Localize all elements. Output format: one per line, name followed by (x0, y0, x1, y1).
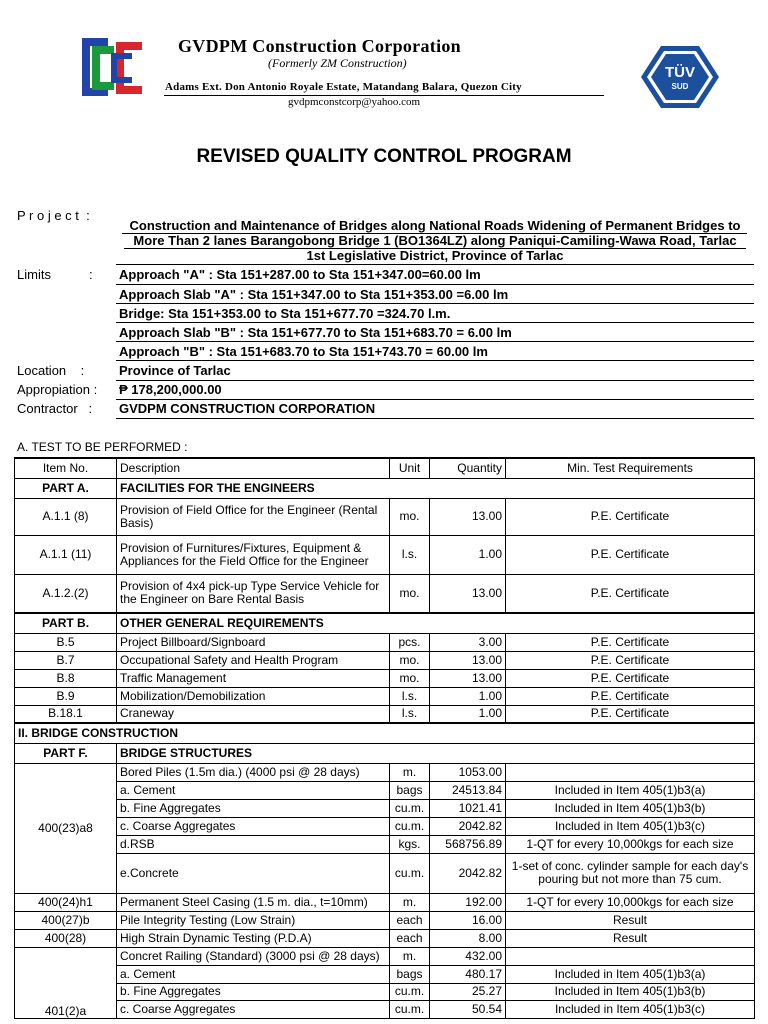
part-f-row (15, 743, 755, 763)
table-row (15, 651, 755, 669)
description: High Strain Dynamic Testing (P.D.A) (117, 929, 390, 947)
part-f-item: PART F. (15, 743, 117, 763)
contractor-underline (116, 418, 754, 419)
quantity: 1.00 (430, 687, 506, 705)
limit-approach-a: Approach "A" : Sta 151+287.00 to Sta 151+347.00=60.00 lm (119, 267, 481, 282)
test-requirement: P.E. Certificate (506, 535, 755, 574)
table-row (15, 763, 755, 781)
contractor-value: GVDPM CONSTRUCTION CORPORATION (119, 401, 376, 416)
quantity: 480.17 (430, 965, 506, 983)
contractor-label: Contractor : (17, 401, 93, 416)
unit: m. (390, 893, 430, 911)
description: Bored Piles (1.5m dia.) (4000 psi @ 28 days) (117, 763, 390, 781)
sud-logo-text: SUD (671, 82, 689, 91)
test-requirement: Included in Item 405(1)b3(c) (506, 1000, 755, 1018)
part-f-desc: BRIDGE STRUCTURES (117, 743, 755, 763)
unit: cu.m. (390, 817, 430, 835)
description: Concret Railing (Standard) (3000 psi @ 28 days) (117, 947, 390, 965)
description: c. Coarse Aggregates (117, 817, 390, 835)
unit: cu.m. (390, 983, 430, 1000)
test-requirement: 1-QT for every 10,000kgs for each size (506, 835, 755, 853)
item-no: 401(2)a (15, 947, 117, 1018)
company-former-name: (Formerly ZM Construction) (268, 56, 407, 70)
table-row (15, 947, 755, 965)
test-requirement: Result (506, 911, 755, 929)
project-line-1: Construction and Maintenance of Bridges along National Roads Widening of Permanent Bridges to (129, 218, 741, 233)
table-row (15, 799, 755, 817)
description: Provision of Field Office for the Engineer (Rental Basis) (117, 498, 390, 535)
limit-bridge: Bridge: Sta 151+353.00 to Sta 151+677.70 =324.70 l.m. (119, 306, 451, 321)
tuv-certification-logo (639, 44, 721, 110)
location-underline (116, 380, 754, 381)
limit-underline-2 (116, 303, 754, 304)
item-no: 400(23)a8 (15, 763, 117, 893)
unit: m. (390, 763, 430, 781)
unit: cu.m. (390, 853, 430, 893)
quantity: 13.00 (430, 574, 506, 613)
description: a. Cement (117, 965, 390, 983)
table-row (15, 929, 755, 947)
limit-underline-5 (116, 360, 754, 361)
quantity: 192.00 (430, 893, 506, 911)
quantity: 50.54 (430, 1000, 506, 1018)
limit-approach-b: Approach "B" : Sta 151+683.70 to Sta 151+743.70 = 60.00 lm (119, 344, 488, 359)
item-no: B.9 (15, 687, 117, 705)
item-no: B.8 (15, 669, 117, 687)
project-line-3: 1st Legislative District, Province of Tarlac (306, 248, 564, 263)
test-requirement: P.E. Certificate (506, 669, 755, 687)
test-requirement: Included in Item 405(1)b3(c) (506, 817, 755, 835)
limit-approach-slab-b: Approach Slab "B" : Sta 151+677.70 to Sta 151+683.70 = 6.00 lm (119, 325, 512, 340)
table-row (15, 983, 755, 1000)
table-header-row (15, 458, 755, 478)
table-row (15, 705, 755, 723)
tuv-logo-text: TÜV (665, 64, 695, 81)
part-b-desc: OTHER GENERAL REQUIREMENTS (117, 613, 755, 633)
header-description: Description (117, 458, 390, 478)
section-a-heading: A. TEST TO BE PERFORMED : (17, 440, 188, 454)
unit: cu.m. (390, 799, 430, 817)
test-requirement: Included in Item 405(1)b3(a) (506, 781, 755, 799)
company-email: gvdpmconstcorp@yahoo.com (288, 96, 421, 108)
quantity: 2042.82 (430, 853, 506, 893)
section-ii-heading: II. BRIDGE CONSTRUCTION (15, 723, 755, 743)
quantity: 3.00 (430, 633, 506, 651)
unit: l.s. (390, 705, 430, 723)
table-row (15, 633, 755, 651)
limits-colon: : (89, 267, 93, 282)
limit-underline-4 (116, 341, 754, 342)
table-row (15, 498, 755, 535)
unit: mo. (390, 498, 430, 535)
project-line-2: More Than 2 lanes Barangobong Bridge 1 (BO1364LZ) along Paniqui-Camiling-Wawa Road, Tarlac (133, 233, 737, 248)
test-requirement: 1-set of conc. cylinder sample for each day's pouring but not more than 75 cum. (506, 853, 755, 893)
location-label: Location : (17, 363, 85, 378)
company-address: Adams Ext. Don Antonio Royale Estate, Matandang Balara, Quezon City (165, 81, 522, 93)
item-no: 400(27)b (15, 911, 117, 929)
appropriation-underline (116, 399, 754, 400)
description: b. Fine Aggregates (117, 799, 390, 817)
description: Occupational Safety and Health Program (117, 651, 390, 669)
item-no: B.18.1 (15, 705, 117, 723)
part-a-row (15, 478, 755, 498)
table-row (15, 687, 755, 705)
description: c. Coarse Aggregates (117, 1000, 390, 1018)
table-row (15, 965, 755, 983)
unit: mo. (390, 651, 430, 669)
header-unit: Unit (390, 458, 430, 478)
unit: bags (390, 965, 430, 983)
quantity: 1.00 (430, 535, 506, 574)
limit-underline-1 (116, 284, 754, 285)
description: Provision of Furnitures/Fixtures, Equipment & Appliances for the Field Office for the Engineer (117, 535, 390, 574)
project-line-1-underline (122, 233, 747, 234)
test-requirement: Included in Item 405(1)b3(b) (506, 983, 755, 1000)
unit: cu.m. (390, 1000, 430, 1018)
table-row (15, 669, 755, 687)
description: Permanent Steel Casing (1.5 m. dia., t=10mm) (117, 893, 390, 911)
part-a-item: PART A. (15, 478, 117, 498)
description: Pile Integrity Testing (Low Strain) (117, 911, 390, 929)
part-b-item: PART B. (15, 613, 117, 633)
project-underline (116, 264, 754, 265)
table-row (15, 574, 755, 613)
test-requirement (506, 763, 755, 781)
quantity: 432.00 (430, 947, 506, 965)
description: e.Concrete (117, 853, 390, 893)
item-no: A.1.2.(2) (15, 574, 117, 613)
unit: each (390, 929, 430, 947)
test-requirement: 1-QT for every 10,000kgs for each size (506, 893, 755, 911)
description: Craneway (117, 705, 390, 723)
unit: mo. (390, 669, 430, 687)
test-requirement: Result (506, 929, 755, 947)
item-no: A.1.1 (8) (15, 498, 117, 535)
item-no: A.1.1 (11) (15, 535, 117, 574)
quantity: 13.00 (430, 669, 506, 687)
quantity: 16.00 (430, 911, 506, 929)
quantity: 2042.82 (430, 817, 506, 835)
limit-underline-3 (116, 322, 754, 323)
description: a. Cement (117, 781, 390, 799)
test-requirement: P.E. Certificate (506, 633, 755, 651)
quantity: 1.00 (430, 705, 506, 723)
table-row (15, 893, 755, 911)
project-line-2-underline (124, 248, 746, 249)
section-ii-row (15, 723, 755, 743)
limit-approach-slab-a: Approach Slab "A" : Sta 151+347.00 to Sta 151+353.00 =6.00 lm (119, 287, 509, 302)
description: Traffic Management (117, 669, 390, 687)
unit: bags (390, 781, 430, 799)
location-value: Province of Tarlac (119, 363, 231, 378)
quantity: 24513.84 (430, 781, 506, 799)
quantity: 8.00 (430, 929, 506, 947)
document-title: REVISED QUALITY CONTROL PROGRAM (196, 146, 572, 167)
item-no: B.5 (15, 633, 117, 651)
quantity: 25.27 (430, 983, 506, 1000)
unit: mo. (390, 574, 430, 613)
project-label: P r o j e c t : (17, 208, 90, 223)
test-requirement: P.E. Certificate (506, 574, 755, 613)
part-b-row (15, 613, 755, 633)
description: Provision of 4x4 pick-up Type Service Vehicle for the Engineer on Bare Rental Basis (117, 574, 390, 613)
description: Project Billboard/Signboard (117, 633, 390, 651)
description: Mobilization/Demobilization (117, 687, 390, 705)
header-item-no: Item No. (15, 458, 117, 478)
test-requirement: Included in Item 405(1)b3(a) (506, 965, 755, 983)
company-logo (74, 36, 148, 100)
unit: each (390, 911, 430, 929)
table-row (15, 853, 755, 893)
item-no: 400(28) (15, 929, 117, 947)
description: d.RSB (117, 835, 390, 853)
table-row (15, 911, 755, 929)
quantity: 13.00 (430, 651, 506, 669)
test-requirement (506, 947, 755, 965)
part-a-desc: FACILITIES FOR THE ENGINEERS (117, 478, 755, 498)
quantity: 13.00 (430, 498, 506, 535)
table-row (15, 535, 755, 574)
test-requirement: P.E. Certificate (506, 705, 755, 723)
test-requirement: P.E. Certificate (506, 651, 755, 669)
test-requirement: Included in Item 405(1)b3(b) (506, 799, 755, 817)
quantity: 1053.00 (430, 763, 506, 781)
limits-label: Limits (17, 267, 51, 282)
item-no: B.7 (15, 651, 117, 669)
quantity: 568756.89 (430, 835, 506, 853)
unit: l.s. (390, 687, 430, 705)
header-quantity: Quantity (430, 458, 506, 478)
unit: m. (390, 947, 430, 965)
unit: l.s. (390, 535, 430, 574)
item-no: 400(24)h1 (15, 893, 117, 911)
table-row (15, 1000, 755, 1018)
unit: pcs. (390, 633, 430, 651)
test-requirement: P.E. Certificate (506, 687, 755, 705)
description: b. Fine Aggregates (117, 983, 390, 1000)
unit: kgs. (390, 835, 430, 853)
test-requirements-table (14, 457, 755, 1019)
company-name: GVDPM Construction Corporation (178, 36, 461, 56)
appropriation-value: ₱ 178,200,000.00 (119, 382, 222, 397)
table-row (15, 835, 755, 853)
quantity: 1021.41 (430, 799, 506, 817)
table-row (15, 781, 755, 799)
header-min-test-requirements: Min. Test Requirements (506, 458, 755, 478)
test-requirement: P.E. Certificate (506, 498, 755, 535)
table-row (15, 817, 755, 835)
appropriation-label: Appropiation : (17, 382, 98, 397)
